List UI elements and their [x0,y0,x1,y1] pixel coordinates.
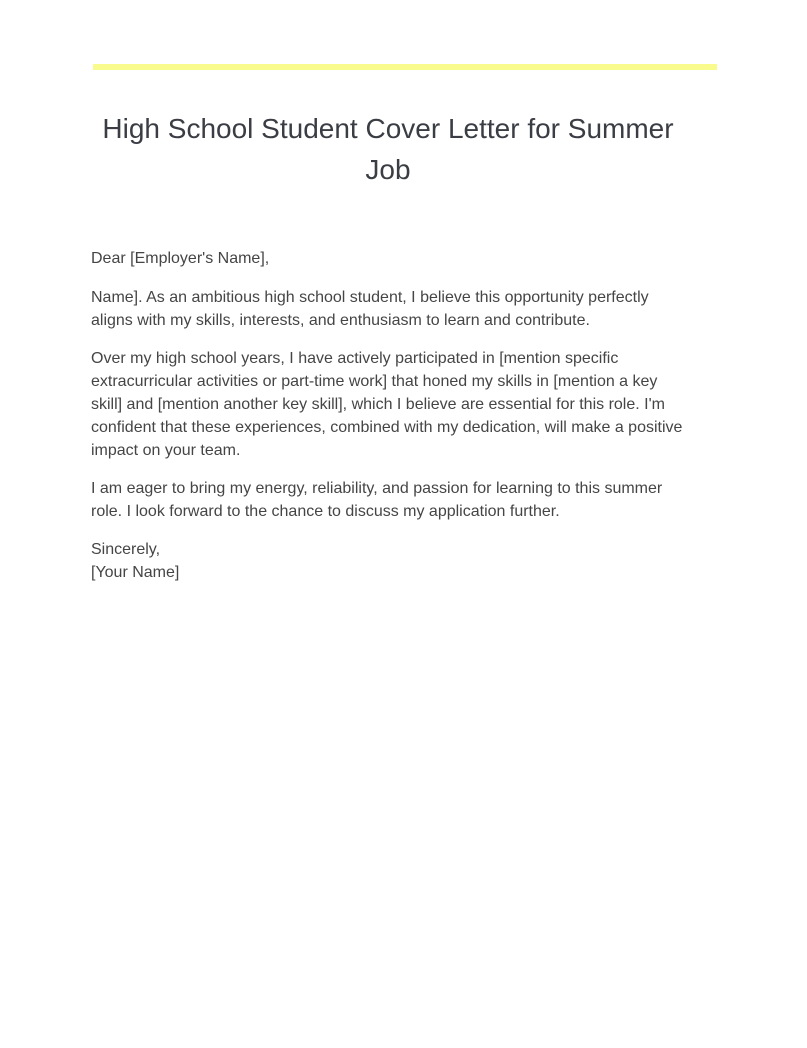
signature: [Your Name] [91,564,180,581]
document-title: High School Student Cover Letter for Summer Job [102,113,674,185]
sign-off [91,538,691,584]
paragraph-intro: Name]. As an ambitious high school student, I believe this opportunity perfectly aligns with my skills, interests, and enthusiasm to learn and contribute. [91,289,649,329]
accent-bar [93,64,717,70]
closing-word: Sincerely, [91,541,161,558]
paragraph-closing: I am eager to bring my energy, reliability, and passion for learning to this summer role. I look forward to the chance to discuss my application further. [91,480,663,520]
salutation: Dear [Employer's Name], [91,250,270,267]
paragraph-experience: Over my high school years, I have actively participated in [mention specific extracurricular activities or part-time work] that honed my skills in [mention a key skill] and [mention another key skill], which I believe are essential for this role. I'm confident that these experiences, combined with my dedication, will make a positive impact on your team. [91,350,683,459]
letter-body [91,247,691,599]
